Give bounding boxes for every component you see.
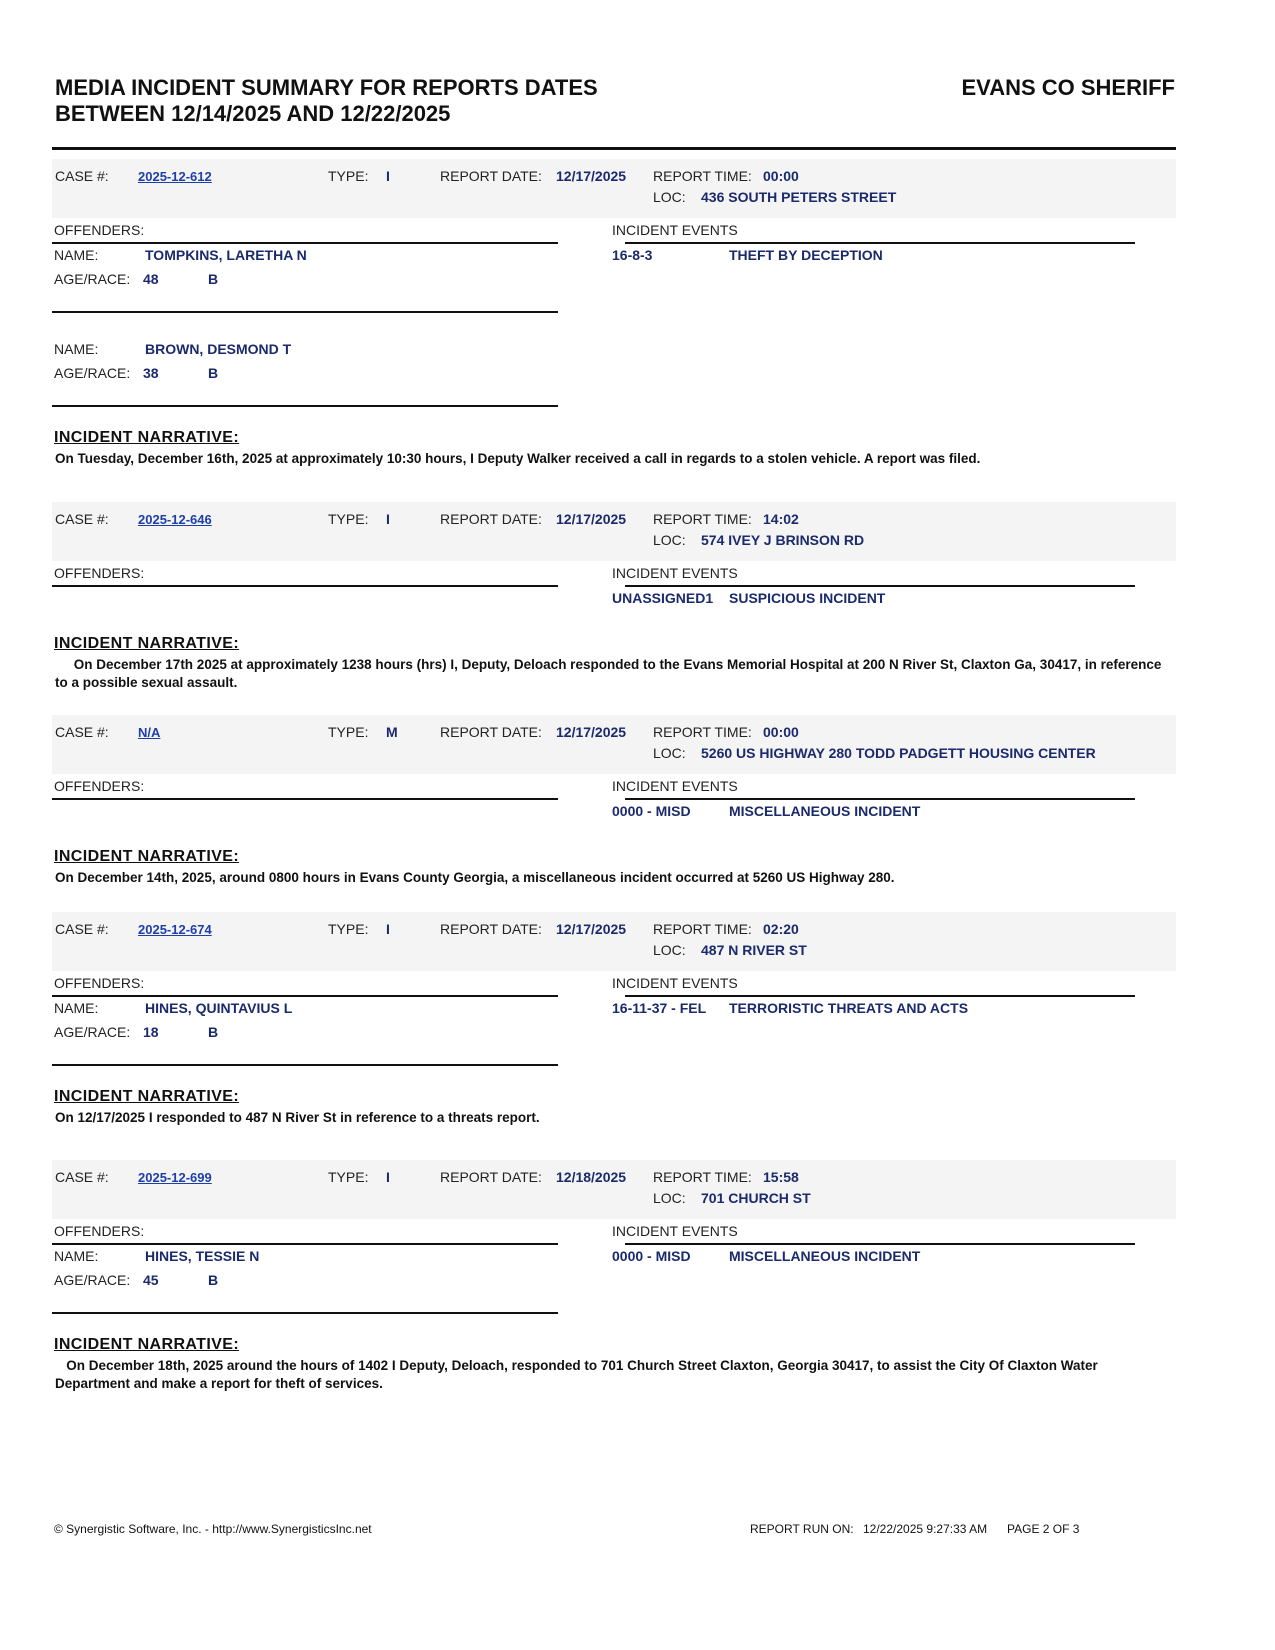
agency-name: EVANS CO SHERIFF — [961, 75, 1175, 100]
event-code: 16-11-37 - FEL — [612, 1000, 707, 1016]
report-time-value: 00:00 — [763, 724, 799, 740]
events-divider — [625, 1243, 1135, 1245]
offender-name-label: NAME: — [54, 341, 99, 357]
report-time-value: 15:58 — [763, 1169, 799, 1185]
report-date-label: REPORT DATE: — [440, 511, 542, 527]
report-date-label: REPORT DATE: — [440, 168, 542, 184]
event-description: SUSPICIOUS INCIDENT — [729, 590, 886, 606]
narrative-heading: INCIDENT NARRATIVE: — [54, 848, 240, 865]
report-date-label: REPORT DATE: — [440, 921, 542, 937]
event-code: 0000 - MISD — [612, 803, 691, 819]
location-value: 701 CHURCH ST — [701, 1190, 811, 1206]
offender-divider — [52, 405, 558, 407]
report-time-label: REPORT TIME: — [653, 921, 752, 937]
type-label: TYPE: — [328, 511, 369, 527]
report-title-line2: BETWEEN 12/14/2025 AND 12/22/2025 — [55, 101, 451, 126]
report-title-line1: MEDIA INCIDENT SUMMARY FOR REPORTS DATES — [55, 75, 598, 100]
offender-name: HINES, TESSIE N — [145, 1248, 260, 1264]
offender-name: BROWN, DESMOND T — [145, 341, 292, 357]
report-time-label: REPORT TIME: — [653, 511, 752, 527]
offenders-label: OFFENDERS: — [54, 1223, 145, 1239]
offender-name-label: NAME: — [54, 1000, 99, 1016]
type-label: TYPE: — [328, 168, 369, 184]
offender-race: B — [208, 365, 219, 381]
header-divider — [52, 147, 1176, 150]
type-value: M — [386, 724, 398, 740]
report-date-value: 12/17/2025 — [556, 511, 627, 527]
location-label: LOC: — [653, 532, 686, 548]
report-date-value: 12/17/2025 — [556, 921, 627, 937]
event-code: 16-8-3 — [612, 247, 653, 263]
incident-events-label: INCIDENT EVENTS — [612, 1223, 738, 1239]
incident-events-label: INCIDENT EVENTS — [612, 222, 738, 238]
location-value: 487 N RIVER ST — [701, 942, 807, 958]
offender-age: 18 — [143, 1024, 159, 1040]
footer-run-value: 12/22/2025 9:27:33 AM — [863, 1522, 988, 1536]
event-description: MISCELLANEOUS INCIDENT — [729, 803, 921, 819]
narrative-text: On December 14th, 2025, around 0800 hours in Evans County Georgia, a miscellaneous incident occurred at 5260 US Highway 280. — [55, 870, 895, 885]
report-time-label: REPORT TIME: — [653, 168, 752, 184]
offenders-divider — [52, 995, 558, 997]
case-number-link[interactable]: 2025-12-646 — [138, 512, 212, 527]
report-date-label: REPORT DATE: — [440, 724, 542, 740]
offenders-label: OFFENDERS: — [54, 565, 145, 581]
report-date-label: REPORT DATE: — [440, 1169, 542, 1185]
offender-race: B — [208, 1272, 219, 1288]
report-time-label: REPORT TIME: — [653, 724, 752, 740]
location-label: LOC: — [653, 1190, 686, 1206]
footer-copyright: © Synergistic Software, Inc. - http://www.SynergisticsInc.net — [54, 1522, 372, 1536]
location-label: LOC: — [653, 189, 686, 205]
narrative-text: On Tuesday, December 16th, 2025 at approximately 10:30 hours, I Deputy Walker received a call in regards to a stolen vehicle. A report was filed. — [55, 451, 981, 466]
case-number-label: CASE #: — [55, 921, 109, 937]
report-time-value: 02:20 — [763, 921, 799, 937]
offender-age-race-label: AGE/RACE: — [54, 1024, 131, 1040]
case-number-link[interactable]: 2025-12-674 — [138, 922, 212, 937]
report-title — [55, 75, 755, 127]
event-code: 0000 - MISD — [612, 1248, 691, 1264]
case-number-label: CASE #: — [55, 511, 109, 527]
narrative-text: On 12/17/2025 I responded to 487 N River St in reference to a threats report. — [55, 1110, 540, 1125]
type-value: I — [386, 1169, 390, 1185]
offender-name-label: NAME: — [54, 247, 99, 263]
case-number-link[interactable]: N/A — [138, 725, 161, 740]
offenders-label: OFFENDERS: — [54, 975, 145, 991]
incident-events-label: INCIDENT EVENTS — [612, 778, 738, 794]
narrative-text: On December 18th, 2025 around the hours of 1402 I Deputy, Deloach, responded to 701 Church Street Claxton, Georgia 30417, to assist the City Of Claxton Water Department and make a report for theft of services. — [55, 1358, 1102, 1391]
offender-age: 45 — [143, 1272, 159, 1288]
events-divider — [625, 585, 1135, 587]
event-code: UNASSIGNED1 — [612, 590, 714, 606]
location-value: 436 SOUTH PETERS STREET — [701, 189, 897, 205]
report-date-value: 12/17/2025 — [556, 724, 627, 740]
report-time-label: REPORT TIME: — [653, 1169, 752, 1185]
events-divider — [625, 798, 1135, 800]
events-divider — [625, 242, 1135, 244]
case-number-label: CASE #: — [55, 168, 109, 184]
type-label: TYPE: — [328, 724, 369, 740]
report-date-value: 12/18/2025 — [556, 1169, 627, 1185]
event-description: TERRORISTIC THREATS AND ACTS — [729, 1000, 969, 1016]
location-value: 5260 US HIGHWAY 280 TODD PADGETT HOUSING CENTER — [701, 745, 1096, 761]
case-number-label: CASE #: — [55, 724, 109, 740]
offender-divider — [52, 1312, 558, 1314]
offender-name: TOMPKINS, LARETHA N — [145, 247, 307, 263]
incident-events-label: INCIDENT EVENTS — [612, 565, 738, 581]
footer-run-label: REPORT RUN ON: — [750, 1522, 854, 1536]
case-number-link[interactable]: 2025-12-612 — [138, 169, 212, 184]
offenders-divider — [52, 1243, 558, 1245]
offender-race: B — [208, 1024, 219, 1040]
offender-age-race-label: AGE/RACE: — [54, 365, 131, 381]
type-label: TYPE: — [328, 1169, 369, 1185]
offender-race: B — [208, 271, 219, 287]
narrative-heading: INCIDENT NARRATIVE: — [54, 1336, 240, 1353]
narrative-heading: INCIDENT NARRATIVE: — [54, 429, 240, 446]
report-time-value: 00:00 — [763, 168, 799, 184]
narrative-heading: INCIDENT NARRATIVE: — [54, 635, 240, 652]
offender-age-race-label: AGE/RACE: — [54, 1272, 131, 1288]
type-label: TYPE: — [328, 921, 369, 937]
offender-name: HINES, QUINTAVIUS L — [145, 1000, 293, 1016]
offender-age-race-label: AGE/RACE: — [54, 271, 131, 287]
location-label: LOC: — [653, 745, 686, 761]
location-label: LOC: — [653, 942, 686, 958]
footer-page-number: PAGE 2 OF 3 — [1007, 1522, 1080, 1536]
offenders-divider — [52, 585, 558, 587]
offender-age: 48 — [143, 271, 159, 287]
case-number-link[interactable]: 2025-12-699 — [138, 1170, 212, 1185]
offenders-divider — [52, 242, 558, 244]
case-number-label: CASE #: — [55, 1169, 109, 1185]
events-divider — [625, 995, 1135, 997]
location-value: 574 IVEY J BRINSON RD — [701, 532, 865, 548]
offenders-divider — [52, 798, 558, 800]
type-value: I — [386, 921, 390, 937]
offenders-label: OFFENDERS: — [54, 222, 145, 238]
offender-name-label: NAME: — [54, 1248, 99, 1264]
report-date-value: 12/17/2025 — [556, 168, 627, 184]
type-value: I — [386, 511, 390, 527]
event-description: MISCELLANEOUS INCIDENT — [729, 1248, 921, 1264]
type-value: I — [386, 168, 390, 184]
offenders-label: OFFENDERS: — [54, 778, 145, 794]
narrative-text: On December 17th 2025 at approximately 1238 hours (hrs) I, Deputy, Deloach responded to the Evans Memorial Hospital at 200 N River St, Claxton Ga, 30417, in reference to a possible sexual assault. — [55, 657, 1166, 690]
report-time-value: 14:02 — [763, 511, 799, 527]
incident-events-label: INCIDENT EVENTS — [612, 975, 738, 991]
offender-divider — [52, 1064, 558, 1066]
event-description: THEFT BY DECEPTION — [729, 247, 883, 263]
narrative-heading: INCIDENT NARRATIVE: — [54, 1088, 240, 1105]
offender-divider — [52, 311, 558, 313]
offender-age: 38 — [143, 365, 159, 381]
